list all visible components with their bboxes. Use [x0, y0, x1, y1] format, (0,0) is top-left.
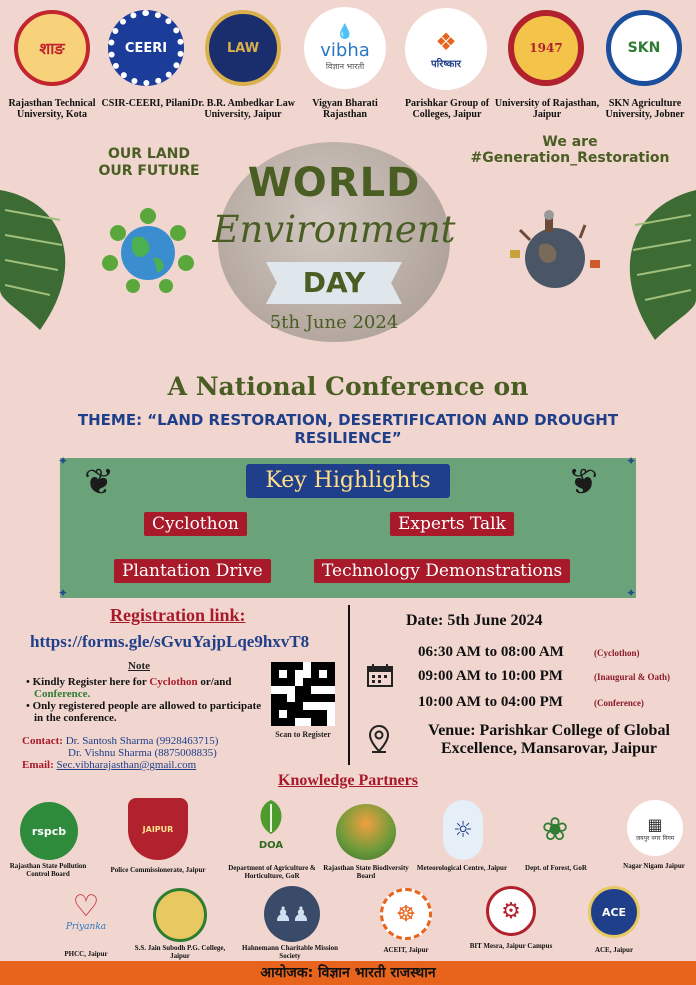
university-name: Vigyan Bharati Rajasthan	[312, 98, 378, 120]
event-date: Date: 5th June 2024	[406, 612, 543, 629]
star-icon: ✦	[626, 454, 637, 468]
email-label: Email:	[22, 759, 54, 771]
scan-to-register: Scan to Register	[275, 730, 331, 739]
partner-name: Police Commissionerate, Jaipur	[110, 866, 206, 874]
phcc-logo: ♡ Priyanka	[65, 889, 107, 932]
partner-name: Rajasthan State Biodiversity Board	[323, 864, 409, 880]
biodiversity-board-logo	[336, 804, 396, 860]
rtu-logo: शाङ	[14, 10, 90, 86]
university-name: Parishkar Group of Colleges, Jaipur	[404, 98, 490, 120]
meteorological-centre-logo	[443, 800, 483, 860]
university-logos	[0, 0, 696, 125]
banner-environment-text: Environment	[212, 208, 456, 251]
conference-title: A National Conference on	[167, 372, 529, 401]
doa-logo: DOA	[246, 798, 296, 860]
university-name: Rajasthan Technical University, Kota	[8, 98, 96, 120]
skn-logo: SKN	[606, 10, 682, 86]
rspcb-logo: rspcb	[20, 802, 78, 860]
slogan-right: We are #Generation_Restoration	[470, 134, 670, 166]
bit-mesra-logo	[486, 886, 536, 936]
partner-name: PHCC, Jaipur	[64, 950, 108, 958]
time-slot: 06:30 AM to 08:00 AM	[418, 644, 564, 660]
aceit-logo	[380, 888, 432, 940]
star-icon: ✦	[58, 586, 69, 600]
partner-name: Meteorological Centre, Jaipur	[416, 864, 508, 872]
partner-name: BIT Mesra, Jaipur Campus	[469, 942, 553, 950]
hahnemann-logo	[264, 886, 320, 942]
polluted-earth-illustration	[505, 210, 605, 295]
calendar-icon	[366, 662, 394, 688]
partner-name: Rajasthan State Pollution Control Board	[9, 862, 87, 878]
key-highlights-title: Key Highlights	[246, 464, 450, 498]
time-slot: 10:00 AM to 04:00 PM	[418, 694, 563, 710]
qr-code[interactable]	[271, 662, 335, 726]
emblem-icon: ☼	[453, 817, 473, 843]
vibha-logo: 💧 vibha विज्ञान भारती	[304, 7, 386, 89]
ceeri-logo: CEERI	[108, 10, 184, 86]
highlight-technology-demonstrations: Technology Demonstrations	[314, 559, 570, 583]
university-name: CSIR-CEERI, Pilani	[101, 98, 191, 109]
registration-heading: Registration link:	[110, 605, 246, 625]
green-earth-illustration	[98, 208, 198, 293]
university-name: Dr. B.R. Ambedkar Law University, Jaipur	[191, 98, 295, 120]
parishkar-logo: ❖ परिष्कार	[405, 8, 487, 90]
knowledge-partners-title: Knowledge Partners	[278, 772, 418, 789]
banner-date: 5th June 2024	[269, 312, 399, 333]
partner-name: Hahnemann Charitable Mission Society	[241, 944, 339, 960]
flame-icon: 💧	[336, 24, 354, 40]
partner-name: ACEIT, Jaipur	[383, 946, 429, 954]
partner-name: S.S. Jain Subodh P.G. College, Jaipur	[134, 944, 226, 960]
partner-name: Nagar Nigam Jaipur	[623, 862, 685, 870]
time-slot: 09:00 AM to 10:00 PM	[418, 668, 563, 684]
uor-logo: 1947	[508, 10, 584, 86]
time-slot-tag: (Cyclothon)	[594, 648, 640, 658]
highlight-cyclothon: Cyclothon	[144, 512, 247, 536]
nagar-nigam-logo: ▦ जयपुर नगर निगम	[627, 800, 683, 856]
star-icon: ✦	[58, 454, 69, 468]
footer-organizer: आयोजक: विज्ञान भारती राजस्थान	[260, 965, 436, 981]
registration-link[interactable]: https://forms.gle/sGvuYajpLqe9hxvT8	[30, 632, 310, 651]
email-link[interactable]: Sec.vibharajasthan@gmail.com	[56, 759, 197, 771]
note-item: • Kindly Register here for Cyclothon or/and Conference.	[26, 676, 232, 700]
tree-icon: ❀	[541, 810, 569, 848]
venue: Venue: Parishkar College of Global Excellence, Mansarovar, Jaipur	[428, 722, 670, 757]
left-leaf-decoration	[0, 180, 80, 340]
partner-name: Department of Agriculture & Horticulture, GoR	[228, 864, 316, 880]
university-name: University of Rajasthan, Jaipur	[494, 98, 600, 120]
ss-jain-logo	[153, 888, 207, 942]
ornament-left: ❦	[84, 462, 115, 503]
banner-day-text: DAY	[302, 266, 366, 299]
police-logo: JAIPUR	[128, 798, 188, 860]
leaf-icon	[251, 798, 291, 836]
highlight-plantation-drive: Plantation Drive	[114, 559, 271, 583]
partner-name: Dept. of Forest, GoR	[525, 864, 587, 872]
building-icon: ▦	[647, 814, 663, 834]
law-university-logo: LAW	[205, 10, 281, 86]
contact-block: Contact: Dr. Santosh Sharma (9928463715) Dr. Vishnu Sharma (8875008835) Email: Sec.vibharajasthan@gmail.com	[22, 735, 219, 771]
slogan-left: OUR LAND OUR FUTURE	[98, 146, 200, 179]
vertical-divider	[348, 605, 350, 765]
heart-icon: ♡	[72, 889, 100, 924]
contact-label: Contact:	[22, 735, 63, 747]
location-pin-icon	[368, 724, 390, 754]
note-heading: Note	[128, 660, 150, 672]
book-icon: ❖	[435, 28, 457, 56]
time-slot-tag: (Conference)	[594, 698, 644, 708]
note-list	[24, 676, 264, 724]
star-icon: ✦	[626, 586, 637, 600]
deity-icon: ☸	[396, 901, 416, 927]
right-leaf-decoration	[615, 185, 696, 345]
gear-icon: ⚙	[501, 898, 521, 924]
banner-world-text: WORLD	[247, 160, 421, 206]
family-icon: ♟♟	[274, 902, 310, 926]
note-item: • Only registered people are allowed to participate in the conference.	[26, 700, 262, 724]
ace-logo: ACE	[588, 886, 640, 938]
forest-dept-logo	[530, 800, 580, 858]
conference-theme: THEME: “LAND RESTORATION, DESERTIFICATION AND DROUGHT RESILIENCE”	[77, 411, 619, 447]
time-slot-tag: (Inaugural & Oath)	[594, 672, 671, 682]
highlight-experts-talk: Experts Talk	[390, 512, 514, 536]
ornament-right: ❦	[568, 462, 599, 503]
partner-name: ACE, Jaipur	[594, 946, 634, 954]
university-name: SKN Agriculture University, Jobner	[605, 98, 685, 120]
